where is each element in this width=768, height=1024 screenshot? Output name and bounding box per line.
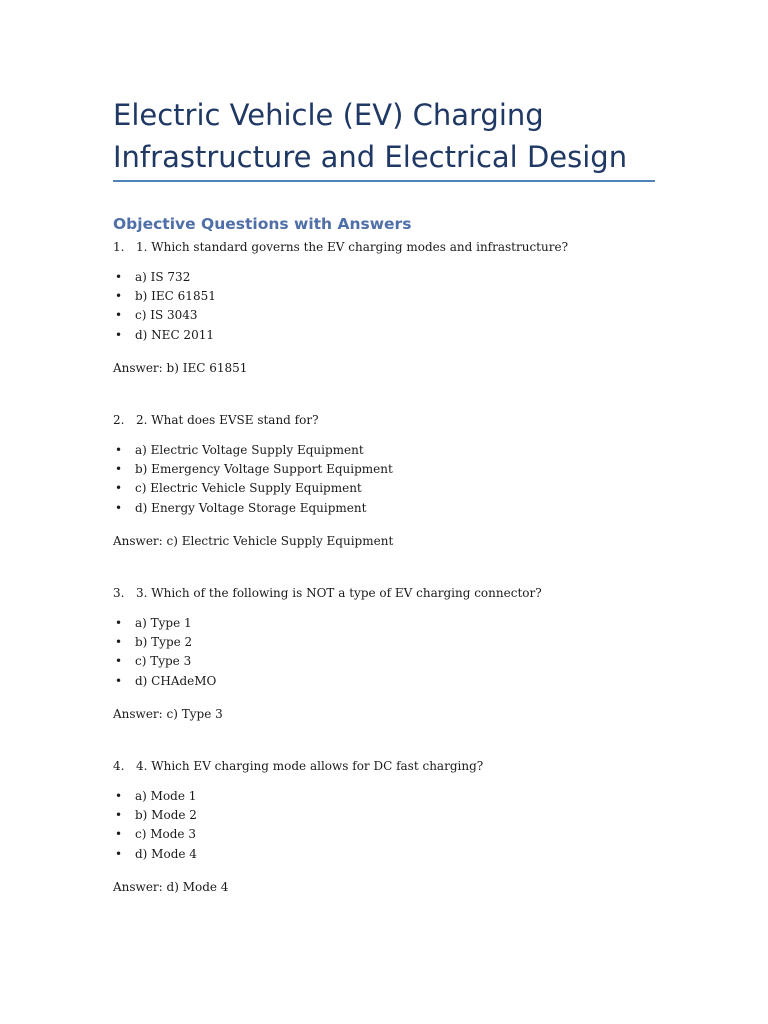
bullet-icon: • xyxy=(115,289,123,304)
option-list xyxy=(113,787,673,864)
question-line xyxy=(113,410,673,430)
answer-text: Answer: c) Electric Vehicle Supply Equipment xyxy=(113,533,394,548)
question-3 xyxy=(113,583,673,756)
question-1 xyxy=(113,237,673,410)
question-number: 2. xyxy=(113,413,125,427)
option-item xyxy=(113,633,673,652)
option-text: b) Emergency Voltage Support Equipment xyxy=(135,462,393,477)
option-text: a) Electric Voltage Supply Equipment xyxy=(135,443,364,457)
question-number: 1. xyxy=(113,240,125,254)
bullet-icon: • xyxy=(115,673,123,688)
option-item xyxy=(113,672,673,691)
option-text: d) CHAdeMO xyxy=(135,673,217,688)
option-text: c) Electric Vehicle Supply Equipment xyxy=(135,481,362,496)
question-line xyxy=(113,583,673,603)
option-item xyxy=(113,441,673,460)
option-item xyxy=(113,787,673,806)
option-list xyxy=(113,268,673,345)
bullet-icon: • xyxy=(115,808,123,823)
option-text: b) IEC 61851 xyxy=(135,289,216,304)
option-text: d) NEC 2011 xyxy=(135,327,214,342)
option-text: d) Energy Voltage Storage Equipment xyxy=(135,500,367,515)
bullet-icon: • xyxy=(115,616,123,630)
bullet-icon: • xyxy=(115,654,123,669)
bullet-icon: • xyxy=(115,443,123,457)
question-text: 2. What does EVSE stand for? xyxy=(136,413,319,427)
bullet-icon: • xyxy=(115,827,123,842)
option-item xyxy=(113,479,673,498)
option-item xyxy=(113,614,673,633)
question-number: 4. xyxy=(113,759,125,773)
section-heading: Objective Questions with Answers xyxy=(113,215,412,233)
bullet-icon: • xyxy=(115,481,123,496)
option-item xyxy=(113,499,673,518)
option-text: c) Type 3 xyxy=(135,654,192,669)
answer-text: Answer: c) Type 3 xyxy=(113,706,223,721)
option-text: b) Mode 2 xyxy=(135,808,197,823)
question-text: 4. Which EV charging mode allows for DC fast charging? xyxy=(136,759,484,773)
bullet-icon: • xyxy=(115,635,123,650)
option-item xyxy=(113,287,673,306)
bullet-icon: • xyxy=(115,327,123,342)
option-item xyxy=(113,845,673,864)
answer-text: Answer: d) Mode 4 xyxy=(113,879,229,894)
option-text: b) Type 2 xyxy=(135,635,193,650)
option-list xyxy=(113,614,673,691)
bullet-icon: • xyxy=(115,270,123,284)
option-item xyxy=(113,825,673,844)
option-text: c) Mode 3 xyxy=(135,827,196,842)
question-text: 3. Which of the following is NOT a type of EV charging connector? xyxy=(136,586,542,600)
option-item xyxy=(113,652,673,671)
option-item xyxy=(113,326,673,345)
question-line xyxy=(113,756,673,776)
question-list xyxy=(113,237,673,929)
option-item xyxy=(113,806,673,825)
question-2 xyxy=(113,410,673,583)
question-number: 3. xyxy=(113,586,125,600)
option-list xyxy=(113,441,673,518)
bullet-icon: • xyxy=(115,308,123,323)
bullet-icon: • xyxy=(115,789,123,803)
option-item xyxy=(113,306,673,325)
option-item xyxy=(113,268,673,287)
bullet-icon: • xyxy=(115,500,123,515)
option-text: c) IS 3043 xyxy=(135,308,198,323)
bullet-icon: • xyxy=(115,462,123,477)
question-line xyxy=(113,237,673,257)
option-text: a) Mode 1 xyxy=(135,789,197,803)
title-underline xyxy=(113,180,655,182)
answer-text: Answer: b) IEC 61851 xyxy=(113,360,248,375)
option-text: a) Type 1 xyxy=(135,616,192,630)
option-item xyxy=(113,460,673,479)
option-text: d) Mode 4 xyxy=(135,846,197,861)
bullet-icon: • xyxy=(115,846,123,861)
document-title: Electric Vehicle (EV) Charging Infrastructure and Electrical Design xyxy=(113,98,628,174)
question-text: 1. Which standard governs the EV charging modes and infrastructure? xyxy=(136,240,568,254)
question-4 xyxy=(113,756,673,929)
option-text: a) IS 732 xyxy=(135,270,191,284)
